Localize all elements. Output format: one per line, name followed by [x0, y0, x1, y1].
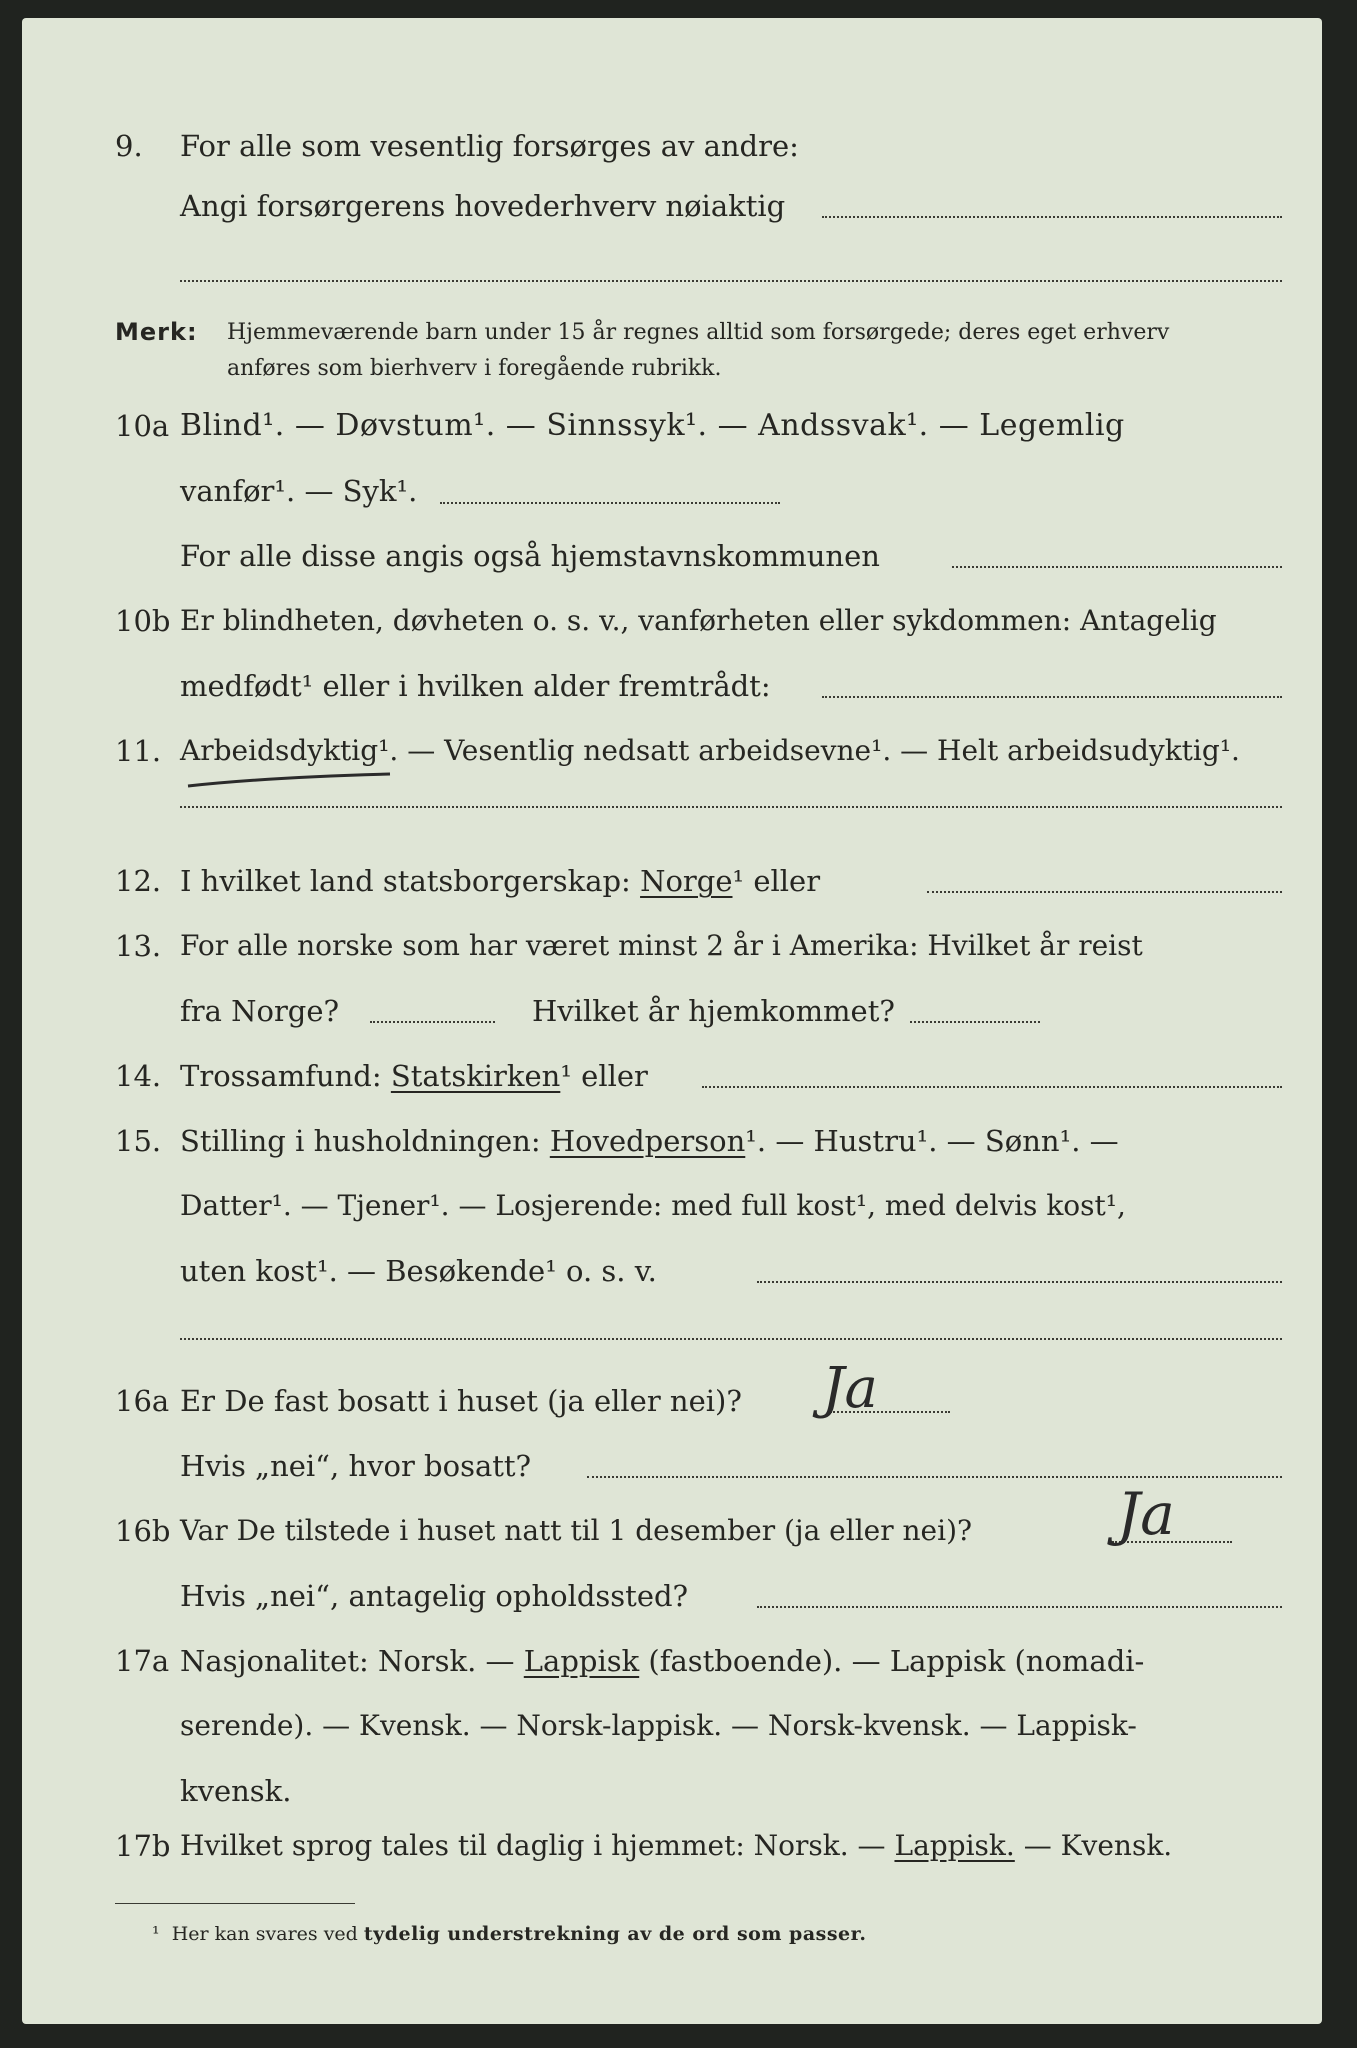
q10a-answer-field[interactable]: [440, 502, 780, 504]
q17a-pre: Nasjonalitet: Norsk. —: [180, 1644, 515, 1678]
footnote-pre: Her kan svares ved: [171, 1923, 358, 1945]
q14-text: [180, 1058, 648, 1094]
q17b-number: 17b: [115, 1829, 171, 1863]
q16a-text-line1: Er De fast bosatt i huset (ja eller nei)?: [180, 1384, 742, 1418]
q15-answer-field[interactable]: [757, 1281, 1282, 1283]
q11-rest: ¹. — Vesentlig nedsatt arbeidsevne¹. — Helt arbeidsudyktig¹.: [378, 734, 1240, 767]
footnote-bold: tydelig understrekning av de ord som passer.: [363, 1923, 867, 1945]
q11-pen-underline: [184, 770, 394, 792]
q12-answer-field[interactable]: [927, 891, 1282, 893]
q17b-pre: Hvilket sprog tales til daglig i hjemmet: Norsk. —: [180, 1829, 886, 1862]
q16a-text-line2: Hvis „nei“, hvor bosatt?: [180, 1449, 532, 1483]
q15-option-hovedperson[interactable]: Hovedperson: [549, 1124, 746, 1158]
q16b-handwritten-answer: Ja: [1117, 1480, 1175, 1548]
q15-text-line3: uten kost¹. — Besøkende¹ o. s. v.: [180, 1254, 657, 1288]
q9-answer-field-2[interactable]: [180, 280, 1282, 282]
q9-number: 9.: [115, 129, 143, 163]
q16b-text-line1: Var De tilstede i huset natt til 1 desember (ja eller nei)?: [180, 1514, 973, 1547]
q15-rest1: ¹. — Hustru¹. — Sønn¹. —: [745, 1124, 1119, 1158]
q10a-hjemstavn-field[interactable]: [952, 566, 1282, 568]
footnote: [152, 1923, 867, 1945]
footnote-mark: ¹: [152, 1923, 160, 1945]
q10a-text-line2: vanfør¹. — Syk¹.: [180, 474, 418, 508]
q16b-opholdssted-field[interactable]: [757, 1606, 1282, 1608]
q12-pre: I hvilket land statsborgerskap:: [180, 864, 631, 898]
q15-answer-field-2[interactable]: [180, 1338, 1282, 1340]
q14-pre: Trossamfund:: [180, 1059, 382, 1093]
q16a-bosatt-field[interactable]: [587, 1476, 1282, 1478]
q10a-number: 10a: [115, 409, 170, 443]
q13-text-line1: For alle norske som har været minst 2 år i Amerika: Hvilket år reist: [180, 929, 1143, 962]
q17a-rest1: (fastboende). — Lappisk (nomadi-: [648, 1644, 1145, 1678]
q12-number: 12.: [115, 864, 162, 898]
q17b-option-lappisk[interactable]: Lappisk.: [894, 1829, 1015, 1862]
q11-text: [180, 733, 1240, 769]
q16a-handwritten-answer: Ja: [822, 1356, 878, 1421]
q13-reist-field[interactable]: [370, 1021, 495, 1023]
q14-option-statskirken[interactable]: Statskirken: [390, 1059, 561, 1093]
q10b-number: 10b: [115, 604, 171, 638]
q14-number: 14.: [115, 1059, 162, 1093]
q11-option-arbeidsdyktig[interactable]: Arbeidsdyktig: [180, 734, 379, 767]
q14-answer-field[interactable]: [702, 1086, 1282, 1088]
q13-text-line2b: Hvilket år hjemkommet?: [532, 994, 895, 1028]
q17a-text-line2: serende). — Kvensk. — Norsk-lappisk. — Norsk-kvensk. — Lappisk-: [180, 1709, 1137, 1742]
q9-answer-field[interactable]: [822, 216, 1282, 218]
footnote-divider: [115, 1903, 355, 1904]
q17a-number: 17a: [115, 1644, 170, 1678]
q11-number: 11.: [115, 734, 162, 768]
q10a-text-line3: For alle disse angis også hjemstavnskommunen: [180, 539, 880, 573]
merk-text-line1: Hjemmeværende barn under 15 år regnes alltid som forsørgede; deres eget erhverv: [227, 320, 1170, 345]
q16b-text-line2: Hvis „nei“, antagelig opholdssted?: [180, 1579, 689, 1613]
q17b-text: [180, 1828, 1172, 1864]
q15-number: 15.: [115, 1124, 162, 1158]
q13-text-line2a: fra Norge?: [180, 994, 340, 1028]
q15-text-line1: [180, 1123, 1119, 1159]
q10b-text-line2: medfødt¹ eller i hvilken alder fremtrådt:: [180, 669, 771, 703]
q12-text: [180, 863, 820, 899]
q15-pre: Stilling i husholdningen:: [180, 1124, 541, 1158]
q17b-post: — Kvensk.: [1023, 1829, 1173, 1862]
q12-post: ¹ eller: [732, 864, 821, 898]
q15-text-line2: Datter¹. — Tjener¹. — Losjerende: med full kost¹, med delvis kost¹,: [180, 1189, 1126, 1222]
q10b-answer-field[interactable]: [822, 696, 1282, 698]
q13-hjemkommet-field[interactable]: [910, 1021, 1040, 1023]
q16b-number: 16b: [115, 1514, 171, 1548]
q17a-text-line1: [180, 1643, 1144, 1679]
q10b-text-line1: Er blindheten, døvheten o. s. v., vanførheten eller sykdommen: Antagelig: [180, 604, 1217, 637]
q13-number: 13.: [115, 929, 162, 963]
q17a-text-line3: kvensk.: [180, 1774, 292, 1808]
q9-text-line2: Angi forsørgerens hovederhverv nøiaktig: [180, 189, 786, 223]
q17a-option-lappisk[interactable]: Lappisk: [523, 1644, 640, 1678]
merk-label: Merk:: [115, 318, 198, 346]
q9-text-line1: For alle som vesentlig forsørges av andre:: [180, 129, 799, 163]
q12-option-norge[interactable]: Norge: [640, 864, 733, 898]
q10a-text-line1: Blind¹. — Døvstum¹. — Sinnssyk¹. — Andssvak¹. — Legemlig: [180, 408, 1125, 443]
q14-post: ¹ eller: [560, 1059, 648, 1093]
census-form-page: [22, 18, 1322, 2024]
q16a-number: 16a: [115, 1384, 170, 1418]
merk-text-line2: anføres som bierhverv i foregående rubrikk.: [227, 356, 722, 381]
q11-answer-field[interactable]: [180, 806, 1282, 808]
